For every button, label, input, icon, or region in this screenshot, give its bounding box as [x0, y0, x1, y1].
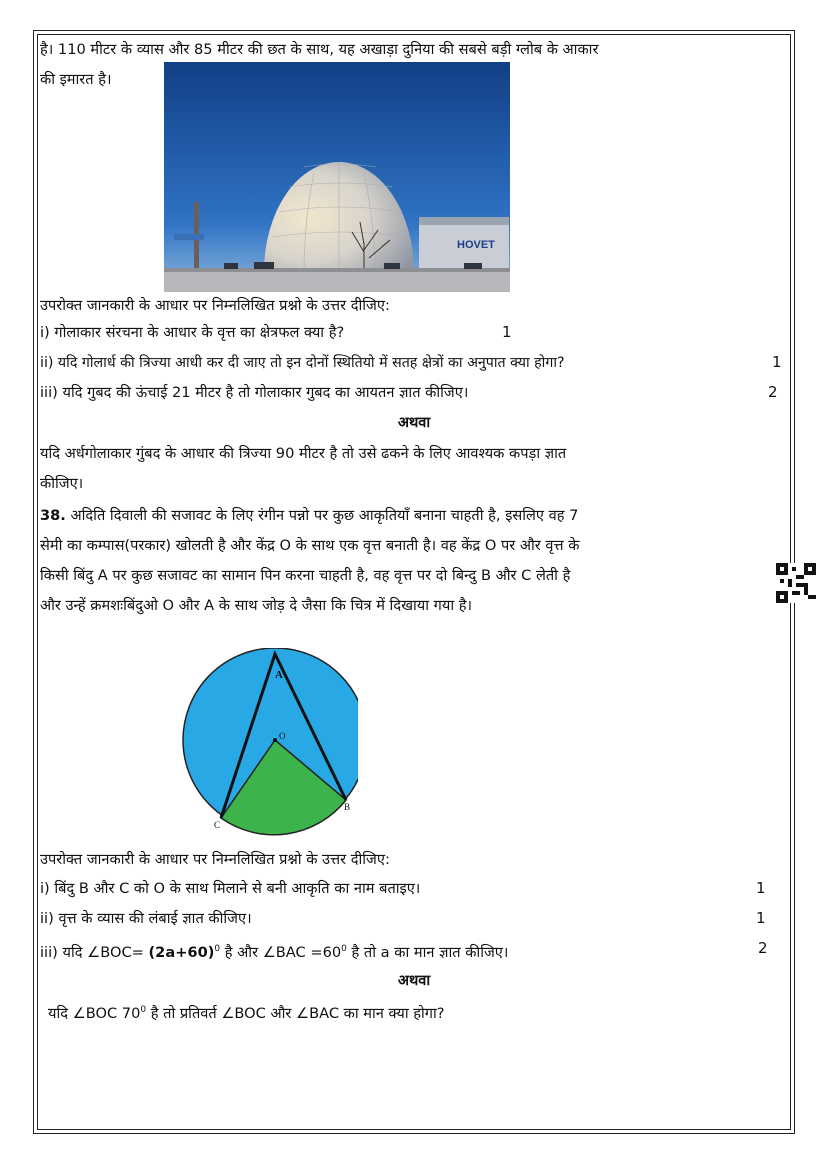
q38-line-1-text: अदिति दिवाली की सजावट के लिए रंगीन पन्नो पर कुछ आकृतियाँ बनाना चाहती है, इसलिए वह 7 [70, 507, 579, 524]
intro-line-1: है। 110 मीटर के व्यास और 85 मीटर की छत के साथ, यह अखाड़ा दुनिया की सबसे बड़ी ग्लोब के आकार [40, 41, 599, 58]
q38-item-3-marks: 2 [758, 939, 768, 957]
qr-code [776, 563, 816, 603]
point-a-label: A [275, 669, 283, 681]
q38-line-2: सेमी का कम्पास(परकार) खोलती है और केंद्र O के साथ एक वृत्त बनाती है। वह केंद्र O पर और वृत्त के [40, 537, 580, 554]
q37-alt-line-2: कीजिए। [40, 475, 84, 492]
q38-item-3 [40, 939, 508, 963]
q38-item-1: i) बिंदु B और C को O के साथ मिलाने से बनी आकृति का नाम बताइए। [40, 880, 421, 897]
q38-prompt: उपरोक्त जानकारी के आधार पर निम्नलिखित प्रश्नो के उत्तर दीजिए: [40, 851, 390, 868]
q38-item-1-marks: 1 [756, 879, 766, 897]
q38-item-2: ii) वृत्त के व्यास की लंबाई ज्ञात कीजिए। [40, 910, 252, 927]
globe-arena-photo [164, 62, 510, 292]
point-b-label: B [344, 802, 351, 812]
q38-number: 38. [40, 507, 66, 524]
q37-item-3: iii) यदि गुबद की ऊंचाई 21 मीटर है तो गोलाकार गुबद का आयतन ज्ञात कीजिए। [40, 384, 469, 401]
q37-or-label: अथवा [397, 414, 431, 431]
q38-alt-sup: 0 [140, 1005, 147, 1015]
q38-item-2-marks: 1 [756, 909, 766, 927]
q38-item-3-sup2: 0 [341, 944, 347, 954]
q38-line-3: किसी बिंदु A पर कुछ सजावट का सामान पिन करना चाहती है, वह वृत्त पर दो बिन्दु B और C लेती है [40, 567, 571, 584]
q38-line-4: और उन्हें क्रमशःबिंदुओ O और A के साथ जोड़ दे जैसा कि चित्र में दिखाया गया है। [40, 597, 473, 614]
q38-alt-post: है तो प्रतिवर्त ∠BOC और ∠BAC का मान क्या होगा? [146, 1004, 445, 1022]
intro-line-2: की इमारत है। [40, 71, 112, 88]
q37-item-1: i) गोलाकार संरचना के आधार के वृत्त का क्षेत्रफल क्या है? [40, 324, 345, 341]
q37-alt-line-1: यदि अर्धगोलाकार गुंबद के आधार की त्रिज्या 90 मीटर है तो उसे ढकने के लिए आवश्यक कपड़ा ज्ञात [40, 445, 567, 462]
q37-item-2: ii) यदि गोलार्ध की त्रिज्या आधी कर दी जाए तो इन दोनों स्थितियो में सतह क्षेत्रों का अनुपात क्या होगा? [40, 355, 565, 371]
q37-item-1-marks: 1 [502, 323, 512, 341]
q38-alt-pre: यदि ∠BOC 70 [48, 1004, 141, 1022]
q38-line-1 [40, 506, 578, 526]
q38-item-3-post: है तो a का मान ज्ञात कीजिए। [346, 943, 509, 961]
q38-alt [48, 1000, 445, 1024]
q38-or-label: अथवा [397, 972, 431, 989]
q37-item-3-marks: 2 [768, 383, 778, 401]
circle-figure [178, 648, 358, 838]
point-o-label: O [279, 731, 286, 741]
point-c-label: C [214, 820, 221, 830]
q38-item-3-pre: iii) यदि ∠BOC= [40, 943, 149, 961]
q38-item-3-sup: 0 [214, 944, 221, 954]
q38-item-3-expr: (2a+60) [148, 943, 215, 961]
hovet-sign: HOVET [457, 239, 495, 251]
q38-item-3-mid: है और ∠BAC =60 [220, 943, 342, 961]
q37-item-2-marks: 1 [772, 353, 782, 371]
q37-prompt: उपरोक्त जानकारी के आधार पर निम्नलिखित प्रश्नो के उत्तर दीजिए: [40, 297, 390, 314]
